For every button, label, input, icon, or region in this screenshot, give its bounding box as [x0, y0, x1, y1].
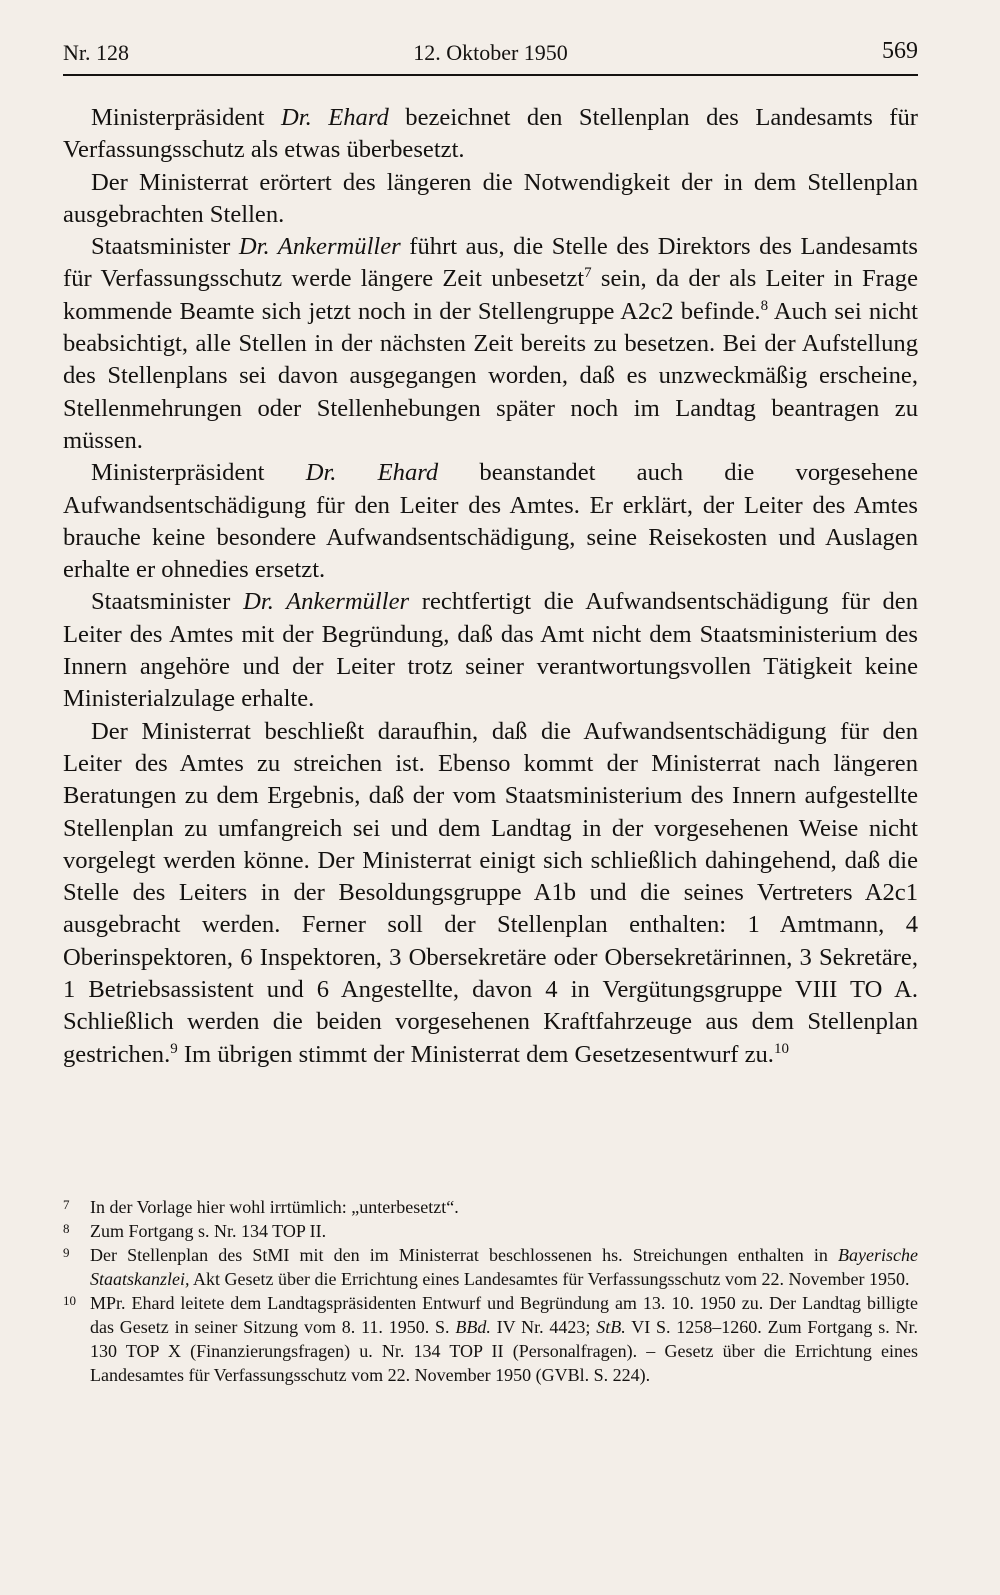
footnote-9: [63, 1243, 918, 1291]
document-number: Nr. 128: [63, 40, 129, 65]
speaker-name: Dr. Ankermüller: [243, 588, 410, 616]
text-span: Akt Gesetz über die Errichtung eines Landesamtes für Verfassungsschutz vom 22. November 1950.: [189, 1269, 910, 1289]
text-span: Der Ministerrat beschließt daraufhin, daß die Aufwandsentschädigung für den Leiter des Amtes zu streichen ist. Ebenso kommt der Ministerrat nach längeren Beratungen zu dem Ergebnis, daß der vom Staatsministerium des Innern aufgestellte Stellenplan zu umfangreich sei und dem Landtag in der vorgesehenen Weise nicht vorgelegt werden könne. Der Ministerrat einigt sich schließlich dahingehend, daß die Stelle des Leiters in der Besoldungsgruppe A1b und die seines Vertreters A2c1 ausgebracht werden. Ferner soll der Stellenplan enthalten: 1 Amtmann, 4 Oberinspektoren, 6 Inspektoren, 3 Obersekretäre oder Obersekretärinnen, 3 Sekretäre, 1 Betriebsassistent und 6 Angestellte, davon 4 in Vergütungsgruppe VIII TO A. Schließlich werden die beiden vorgesehenen Kraftfahrzeuge aus dem Stellenplan gestrichen.: [63, 717, 918, 1068]
text-span: Ministerpräsident: [91, 459, 306, 487]
text-span: Auch sei nicht beabsichtigt, alle Stellen in der nächsten Zeit bereits zu besetzen. Bei der Aufstellung des Stellenplans sei davon ausgegangen worden, daß es unzweckmäßig erscheine, Stellenmehrungen oder Stellenhebungen später noch im Landtag beantragen zu müssen.: [63, 297, 919, 454]
paragraph-1: [63, 102, 918, 167]
text-span: rechtfertigt die Aufwandsentschädigung für den Leiter des Amtes mit der Begründung, daß das Amt nicht dem Staatsministerium des Innern angehöre und der Leiter trotz seiner verantwortungsvollen Tätigkeit keine Ministerialzulage erhalte.: [63, 588, 919, 713]
text-span: MPr. Ehard leitete dem Landtagspräsidenten Entwurf und Begründung am 13. 10. 1950 zu. Der Landtag billigte das Gesetz in seiner Sitzung vom 8. 11. 1950. S.: [90, 1293, 918, 1337]
footnote-ref-9: 9: [170, 1040, 178, 1057]
text-span: VI S. 1258–1260. Zum Fortgang s. Nr. 130 TOP X (Finanzierungsfragen) u. Nr. 134 TOP II (Personalfragen). – Gesetz über die Errichtung eines Landesamtes für Verfassungsschutz vom 22. November 1950 (GVBl. S. 224).: [90, 1317, 919, 1385]
text-span: führt aus, die Stelle des Direktors des Landesamts für Verfassungsschutz werde längere Zeit unbesetzt: [63, 233, 919, 293]
footnote-ref-10: 10: [773, 1040, 789, 1057]
paragraph-6: [63, 716, 918, 1071]
footnote-text: [90, 1243, 918, 1291]
text-span: Ministerpräsident: [91, 104, 281, 131]
text-span: bezeichnet den Stellenplan des Landesamts für Verfassungsschutz als etwas überbesetzt.: [63, 104, 918, 164]
text-span: sein, da der als Leiter in Frage kommende Beamte sich jetzt noch in der Stellengruppe A2c2 befinde.: [63, 265, 919, 325]
footnote-number: 7: [63, 1197, 70, 1212]
source-abbrev: BBd.: [455, 1317, 491, 1337]
paragraph-5: [63, 586, 918, 715]
page-number: 569: [882, 38, 918, 64]
footnote-text: In der Vorlage hier wohl irrtümlich: „unterbesetzt“.: [90, 1197, 459, 1217]
body-text: [63, 102, 918, 1071]
speaker-name: Dr. Ankermüller: [238, 233, 401, 261]
speaker-name: Dr. Ehard: [305, 459, 439, 487]
footnote-text: Zum Fortgang s. Nr. 134 TOP II.: [90, 1221, 327, 1241]
footnote-text: [90, 1291, 918, 1387]
source-title: Bayerische Staatskanzlei,: [90, 1245, 918, 1289]
footnote-number: 8: [63, 1221, 70, 1236]
paragraph-4: [63, 457, 918, 586]
text-span: Staatsminister: [91, 233, 239, 261]
paragraph-3: [63, 231, 918, 457]
text-span: Im übrigen stimmt der Ministerrat dem Gesetzesentwurf zu.: [177, 1040, 774, 1068]
footnote-8: [63, 1219, 918, 1243]
footnote-number: 10: [63, 1293, 76, 1308]
header-rule: [63, 74, 918, 76]
text-span: beanstandet auch die vorgesehene Aufwandsentschädigung für den Leiter des Amtes. Er erklärt, der Leiter des Amtes brauche keine besondere Aufwandsentschädigung, seine Reisekosten und Auslagen erhalte er ohnedies ersetzt.: [63, 459, 918, 584]
header-date: 12. Oktober 1950: [413, 40, 568, 65]
text-span: IV Nr. 4423;: [490, 1317, 597, 1337]
footnote-ref-8: 8: [760, 297, 769, 314]
text-span: Der Stellenplan des StMI mit den im Ministerrat beschlossenen hs. Streichungen enthalten in: [90, 1245, 839, 1265]
footnote-7: [63, 1195, 918, 1219]
source-abbrev: StB.: [596, 1317, 626, 1337]
text-span: Staatsminister: [91, 588, 244, 616]
footnote-number: 9: [63, 1245, 70, 1260]
running-header: [63, 38, 918, 72]
paragraph-2: Der Ministerrat erörtert des längeren die Notwendigkeit der in dem Stellenplan ausgebrachten Stellen.: [63, 168, 918, 228]
footnotes: [63, 1195, 918, 1387]
footnote-ref-7: 7: [584, 265, 592, 282]
speaker-name: Dr. Ehard: [280, 104, 389, 131]
footnote-10: [63, 1291, 918, 1387]
